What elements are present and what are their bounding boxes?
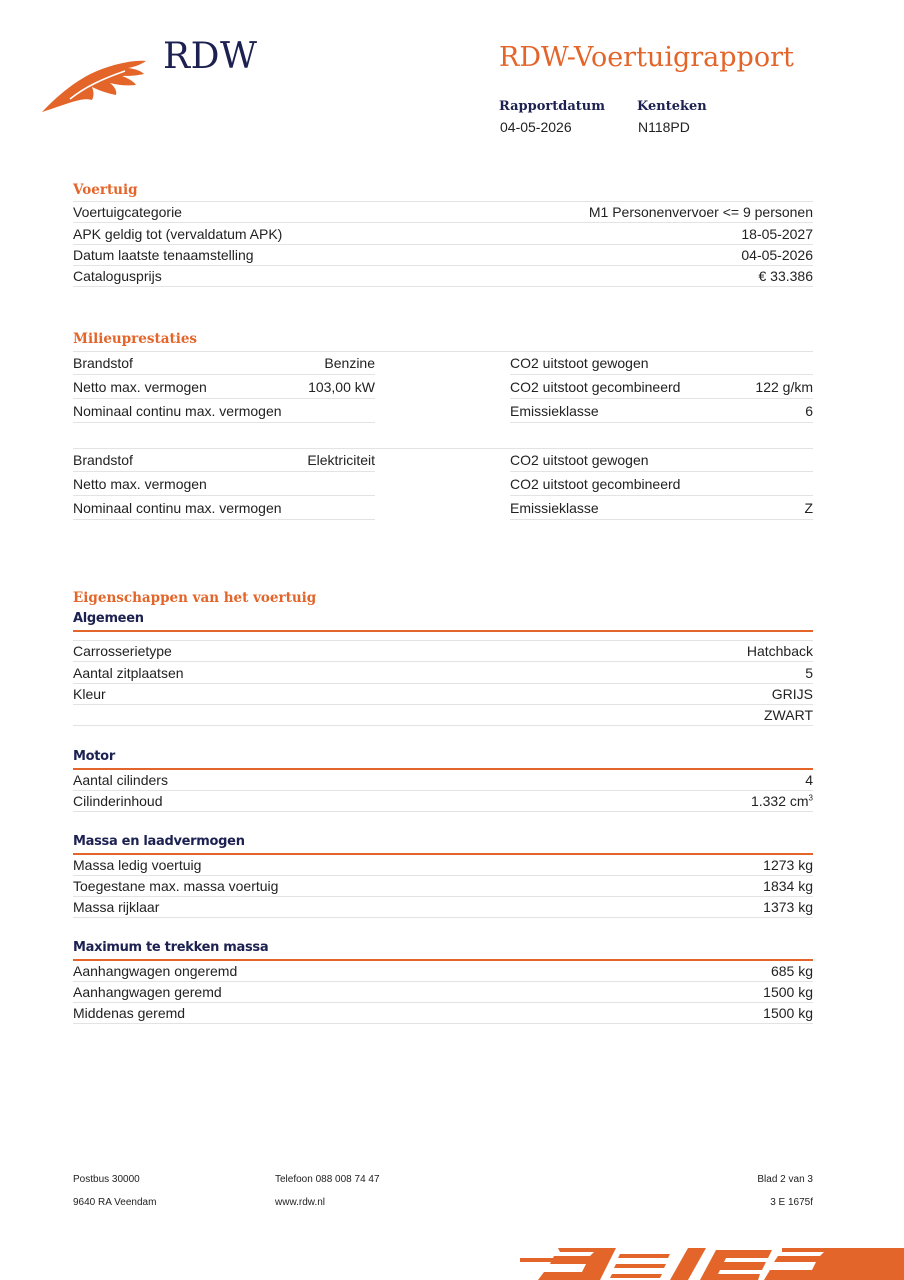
- kenteken-value: N118PD: [638, 119, 690, 135]
- table-row: [73, 981, 813, 1003]
- footer-website[interactable]: www.rdw.nl: [275, 1197, 326, 1208]
- row-value: Z: [804, 500, 813, 516]
- row-value: GRIJS: [771, 685, 813, 702]
- rdw-logo-icon: [40, 55, 150, 115]
- row-label: CO2 uitstoot gecombineerd: [510, 379, 681, 395]
- footer-page-number: Blad 2 van 3: [757, 1174, 813, 1185]
- row-value: 1500 kg: [763, 983, 813, 1000]
- row-label: Massa ledig voertuig: [73, 856, 202, 873]
- section-title-voertuig: Voertuig: [73, 182, 138, 198]
- subsection-title-trekken: Maximum te trekken massa: [73, 940, 269, 955]
- divider: [73, 374, 375, 375]
- table-row: [73, 769, 813, 791]
- row-value: 6: [805, 403, 813, 419]
- row-label: Middenas geremd: [73, 1004, 186, 1021]
- milieu-row: [73, 376, 813, 399]
- report-title: RDW-Voertuigrapport: [499, 42, 794, 73]
- kenteken-label: Kenteken: [637, 99, 707, 114]
- row-value: 1373 kg: [763, 898, 813, 915]
- table-row: [73, 265, 813, 287]
- table-row: [73, 1002, 813, 1024]
- row-label: Aantal zitplaatsen: [73, 664, 184, 681]
- logo-text: RDW: [163, 36, 258, 77]
- row-value: Benzine: [324, 355, 375, 371]
- milieu-row: [73, 352, 813, 375]
- rapportdatum-label: Rapportdatum: [499, 99, 605, 114]
- row-label: CO2 uitstoot gewogen: [510, 355, 649, 371]
- row-value: 4: [805, 771, 813, 788]
- row-label: Datum laatste tenaamstelling: [73, 246, 254, 263]
- unit-superscript: 3: [808, 792, 813, 802]
- footer-telefoon: Telefoon 088 008 74 47: [275, 1174, 380, 1185]
- row-label: Netto max. vermogen: [73, 379, 207, 395]
- table-row: [73, 244, 813, 266]
- divider: [510, 398, 813, 399]
- decorative-stripes-icon: [520, 1244, 904, 1280]
- footer-city: 9640 RA Veendam: [73, 1197, 157, 1208]
- row-label: Brandstof: [73, 355, 133, 371]
- footer-code: 3 E 1675f: [770, 1197, 813, 1208]
- subsection-title-massa: Massa en laadvermogen: [73, 834, 245, 849]
- table-row: [73, 683, 813, 705]
- divider: [510, 422, 813, 423]
- table-row: [73, 640, 813, 662]
- row-label: Carrosserietype: [73, 642, 172, 659]
- milieu-row: [73, 497, 813, 520]
- row-label: Kleur: [73, 685, 106, 702]
- table-row: [73, 662, 813, 684]
- footer-postbus: Postbus 30000: [73, 1174, 140, 1185]
- table-row: [73, 854, 813, 876]
- row-label: APK geldig tot (vervaldatum APK): [73, 225, 283, 242]
- row-value: 103,00 kW: [308, 379, 375, 395]
- table-row: [73, 896, 813, 918]
- milieu-row: [73, 473, 813, 496]
- row-label: Emissieklasse: [510, 403, 599, 419]
- divider: [510, 495, 813, 496]
- row-label: Catalogusprijs: [73, 267, 162, 284]
- row-value: [751, 793, 813, 809]
- row-label: Nominaal continu max. vermogen: [73, 500, 282, 516]
- row-label: Aantal cilinders: [73, 771, 168, 788]
- row-value: Hatchback: [746, 642, 813, 659]
- divider: [73, 495, 375, 496]
- row-value: 1273 kg: [763, 856, 813, 873]
- row-label: Aanhangwagen geremd: [73, 983, 222, 1000]
- row-value: 685 kg: [770, 962, 813, 979]
- row-label: Emissieklasse: [510, 500, 599, 516]
- row-value: 1834 kg: [763, 877, 813, 894]
- row-label: Aanhangwagen ongeremd: [73, 962, 238, 979]
- table-row: [73, 790, 813, 812]
- divider: [510, 374, 813, 375]
- row-label: Netto max. vermogen: [73, 476, 207, 492]
- row-label: Massa rijklaar: [73, 898, 160, 915]
- table-row: [73, 223, 813, 245]
- divider: [510, 471, 813, 472]
- subsection-title-motor: Motor: [73, 749, 115, 764]
- section-title-eigenschappen: Eigenschappen van het voertuig: [73, 590, 317, 606]
- row-value: 04-05-2026: [741, 246, 813, 263]
- row-label: Toegestane max. massa voertuig: [73, 877, 279, 894]
- divider: [510, 519, 813, 520]
- row-value: 5: [805, 664, 813, 681]
- table-row: [73, 960, 813, 982]
- table-row: [73, 704, 813, 726]
- row-label: Brandstof: [73, 452, 133, 468]
- table-row: [73, 201, 813, 223]
- row-value: 18-05-2027: [741, 225, 813, 242]
- milieu-row: [73, 400, 813, 423]
- row-value: € 33.386: [758, 267, 813, 284]
- row-label: Voertuigcategorie: [73, 203, 182, 220]
- divider: [73, 471, 375, 472]
- section-title-milieu: Milieuprestaties: [73, 331, 198, 347]
- row-value: Elektriciteit: [307, 452, 375, 468]
- divider: [73, 519, 375, 520]
- row-value: ZWART: [764, 706, 813, 723]
- row-label: CO2 uitstoot gecombineerd: [510, 476, 681, 492]
- row-label: Cilinderinhoud: [73, 792, 163, 809]
- milieu-row: [73, 449, 813, 472]
- row-label: Nominaal continu max. vermogen: [73, 403, 282, 419]
- rapportdatum-value: 04-05-2026: [500, 119, 572, 135]
- divider: [73, 398, 375, 399]
- divider: [73, 422, 375, 423]
- row-value: M1 Personenvervoer <= 9 personen: [588, 203, 813, 220]
- table-row: [73, 875, 813, 897]
- row-value: 1500 kg: [763, 1004, 813, 1021]
- row-value: 122 g/km: [755, 379, 813, 395]
- cilinderinhoud-value: 1.332 cm: [750, 792, 809, 809]
- divider: [73, 630, 813, 632]
- subsection-title-algemeen: Algemeen: [73, 611, 144, 626]
- row-label: CO2 uitstoot gewogen: [510, 452, 649, 468]
